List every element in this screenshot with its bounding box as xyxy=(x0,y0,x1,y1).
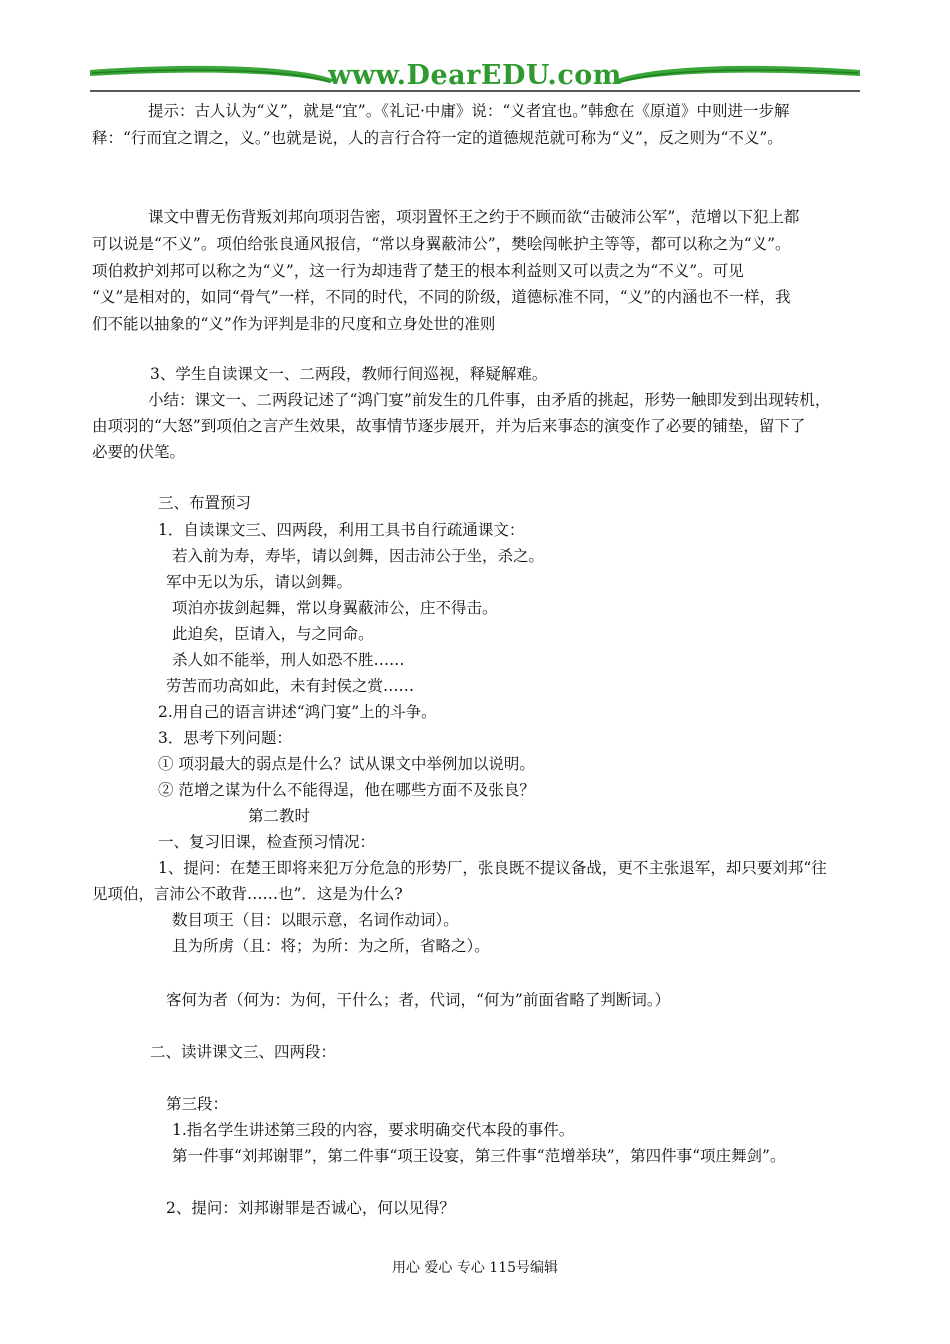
body-line: 可以说是“不义”。项伯给张良通风报信，“常以身翼蔽沛公”，樊哙闯帐护主等等，都可以称之为“义”。 xyxy=(92,235,791,253)
section-heading: 三、布置预习 xyxy=(158,494,252,512)
body-line: 小结：课文一、二两段记述了“鸿门宴”前发生的几件事，由矛盾的挑起，形势一触即发到出现转机， xyxy=(148,391,831,409)
body-line: 们不能以抽象的“义”作为评判是非的尺度和立身处世的准则 xyxy=(92,315,496,333)
body-line: 项伯救护刘邦可以称之为“义”，这一行为却违背了楚王的根本利益则又可以责之为“不义”。可见 xyxy=(92,262,744,280)
section-heading: 第二教时 xyxy=(248,807,311,825)
body-line: 杀人如不能举，刑人如恐不胜…… xyxy=(172,651,405,669)
body-line: 项泊亦拔剑起舞，常以身翼蔽沛公，庄不得击。 xyxy=(172,599,498,617)
body-line: 数目项王（目：以眼示意，名词作动词）。 xyxy=(172,911,459,929)
body-line: 若入前为寿，寿毕，请以剑舞，因击沛公于坐，杀之。 xyxy=(172,547,545,565)
body-line: 此迫矣，臣请入，与之同命。 xyxy=(172,625,374,643)
body-line: 见项伯，言沛公不敢背……也”．这是为什么? xyxy=(92,885,403,903)
body-line: ① 项羽最大的弱点是什么？试从课文中举例加以说明。 xyxy=(158,755,535,773)
body-line: 2、提问：刘邦谢罪是否诚心，何以见得？ xyxy=(166,1199,455,1217)
body-line: 劳苦而功高如此，未有封侯之赏…… xyxy=(166,677,415,695)
body-line: 提示：古人认为“义”，就是“宜”。《礼记·中庸》说：“义者宜也。”韩愈在《原道》中则进一步解 xyxy=(148,102,790,120)
body-line: 1．自读课文三、四两段，利用工具书自行疏通课文： xyxy=(158,521,525,539)
header-banner xyxy=(0,0,950,100)
site-logo-text: www.DearEDU.com xyxy=(328,60,622,91)
body-line: 释：“行而宜之谓之，义。”也就是说，人的言行合符一定的道德规范就可称为“义”，反之则为“不义”。 xyxy=(92,129,783,147)
section-heading: 第三段： xyxy=(166,1095,229,1113)
body-line: 1、提问：在楚王即将来犯万分危急的形势厂，张良既不提议备战，更不主张退军，却只要刘邦“往 xyxy=(158,859,827,877)
body-line: 3．思考下列问题： xyxy=(158,729,292,747)
body-line: 2.用自己的语言讲述“鸿门宴”上的斗争。 xyxy=(158,703,437,721)
body-line: 第一件事“刘邦谢罪”，第二件事“项王设宴，第三件事“范增举玦”，第四件事“项庄舞剑”。 xyxy=(172,1147,786,1165)
body-line: 军中无以为乐，请以剑舞。 xyxy=(166,573,353,591)
section-heading: 一、复习旧课，检查预习情况： xyxy=(158,833,376,851)
body-line: 必要的伏笔。 xyxy=(92,443,186,461)
body-line: 课文中曹无伤背叛刘邦向项羽告密，项羽置怀王之约于不顾而欲“击破沛公军”，范增以下犯上都 xyxy=(148,208,800,226)
body-line: 由项羽的“大怒”到项伯之言产生效果，故事情节逐步展开，并为后来事态的演变作了必要的铺垫，留下了 xyxy=(92,417,806,435)
page-footer: 用心 爱心 专心 115号编辑 xyxy=(391,1260,559,1276)
body-line: 3、学生自读课文一、二两段，教师行间巡视，释疑解难。 xyxy=(150,365,548,383)
section-heading: 二、读讲课文三、四两段： xyxy=(150,1043,337,1061)
body-line: 客何为者（何为：为何，干什么；者，代词，“何为”前面省略了判断词。） xyxy=(166,991,671,1009)
body-line: “义”是相对的，如同“骨气”一样，不同的时代，不同的阶级，道德标准不同，“义”的内涵也不一样，我 xyxy=(92,288,791,306)
body-line: 1.指名学生讲述第三段的内容，要求明确交代本段的事件。 xyxy=(172,1121,575,1139)
body-line: ② 范增之谋为什么不能得逞，他在哪些方面不及张良？ xyxy=(158,781,535,799)
body-line: 且为所虏（且：将；为所：为之所，省略之）。 xyxy=(172,937,490,955)
